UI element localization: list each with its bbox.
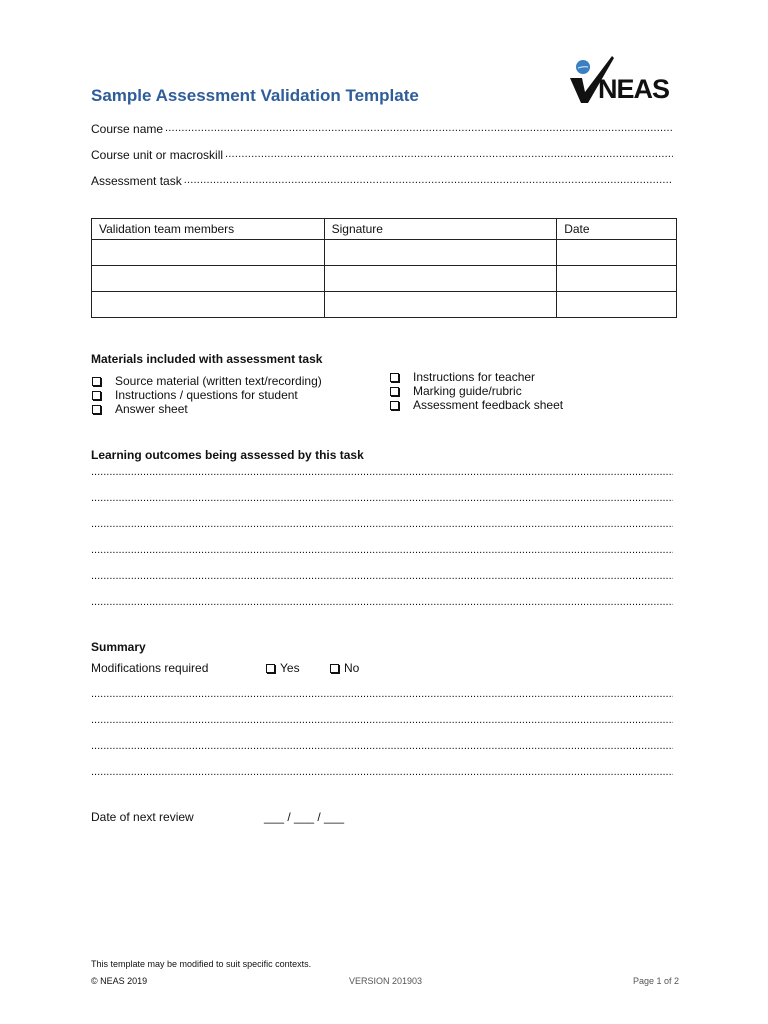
summary-heading: Summary	[91, 640, 146, 654]
course-name-field[interactable]	[91, 122, 673, 136]
member-cell[interactable]	[92, 240, 325, 266]
summary-fill-line[interactable]	[91, 688, 673, 702]
materials-checkbox-item[interactable]	[390, 384, 522, 398]
outcome-fill-line[interactable]	[91, 544, 673, 558]
summary-fill-line[interactable]	[91, 714, 673, 728]
checkbox-icon[interactable]	[92, 405, 101, 414]
member-cell[interactable]	[92, 266, 325, 292]
outcome-fill-line[interactable]	[91, 492, 673, 506]
signature-cell[interactable]	[324, 292, 557, 318]
course-unit-label: Course unit or macroskill	[91, 148, 224, 162]
validation-team-table	[91, 218, 677, 318]
assessment-task-label: Assessment task	[91, 174, 182, 188]
checkbox-icon[interactable]	[390, 387, 399, 396]
table-header-row	[92, 219, 677, 240]
modifications-label: Modifications required	[91, 661, 209, 675]
outcome-fill-line[interactable]	[91, 518, 673, 532]
materials-item-label: Assessment feedback sheet	[413, 398, 564, 412]
materials-item-label: Source material (written text/recording)	[115, 374, 322, 388]
materials-checkbox-item[interactable]	[92, 402, 188, 416]
materials-checkbox-item[interactable]	[390, 398, 563, 412]
yes-label: Yes	[280, 661, 300, 675]
date-cell[interactable]	[557, 240, 677, 266]
learning-outcomes-heading: Learning outcomes being assessed by this task	[91, 448, 364, 462]
checkbox-icon[interactable]	[330, 664, 339, 673]
date-cell[interactable]	[557, 266, 677, 292]
date-cell[interactable]	[557, 292, 677, 318]
checkbox-icon[interactable]	[390, 401, 399, 410]
header-signature: Signature	[324, 219, 557, 240]
assessment-task-field[interactable]	[91, 174, 673, 188]
no-option[interactable]	[330, 661, 359, 675]
footer-version: VERSION 201903	[349, 976, 423, 986]
checkbox-icon[interactable]	[92, 377, 101, 386]
assessment-task-fill-line[interactable]	[184, 174, 673, 188]
signature-cell[interactable]	[324, 240, 557, 266]
summary-fill-line[interactable]	[91, 766, 673, 780]
logo-text: NEAS	[598, 74, 670, 104]
checkbox-icon[interactable]	[92, 391, 101, 400]
header-validation-team-members: Validation team members	[92, 219, 325, 240]
course-unit-fill-line[interactable]	[225, 148, 673, 162]
materials-checkbox-item[interactable]	[92, 388, 298, 402]
course-name-fill-line[interactable]	[165, 122, 673, 136]
member-cell[interactable]	[92, 292, 325, 318]
footer-copyright: © NEAS 2019	[91, 976, 148, 986]
signature-cell[interactable]	[324, 266, 557, 292]
table-row	[92, 292, 677, 318]
materials-item-label: Answer sheet	[115, 402, 188, 416]
materials-item-label: Instructions / questions for student	[115, 388, 298, 402]
checkbox-icon[interactable]	[390, 373, 399, 382]
no-label: No	[344, 661, 360, 675]
header-date: Date	[557, 219, 677, 240]
materials-checkbox-item[interactable]	[92, 374, 322, 388]
table-row	[92, 266, 677, 292]
course-unit-field[interactable]	[91, 148, 673, 162]
materials-heading: Materials included with assessment task	[91, 352, 323, 366]
next-review-label: Date of next review	[91, 810, 194, 824]
outcome-fill-line[interactable]	[91, 570, 673, 584]
checkbox-icon[interactable]	[266, 664, 275, 673]
materials-item-label: Instructions for teacher	[413, 370, 536, 384]
course-name-label: Course name	[91, 122, 164, 136]
footer-page-number: Page 1 of 2	[633, 976, 680, 986]
footer-note: This template may be modified to suit specific contexts.	[91, 959, 312, 969]
materials-checkbox-item[interactable]	[390, 370, 535, 384]
summary-fill-line[interactable]	[91, 740, 673, 754]
materials-item-label: Marking guide/rubric	[413, 384, 522, 398]
next-review-date-field[interactable]: ___ / ___ / ___	[264, 810, 345, 824]
outcome-fill-line[interactable]	[91, 596, 673, 610]
page-title: Sample Assessment Validation Template	[91, 86, 419, 105]
yes-option[interactable]	[266, 661, 300, 675]
outcome-fill-line[interactable]	[91, 466, 673, 480]
table-row	[92, 240, 677, 266]
